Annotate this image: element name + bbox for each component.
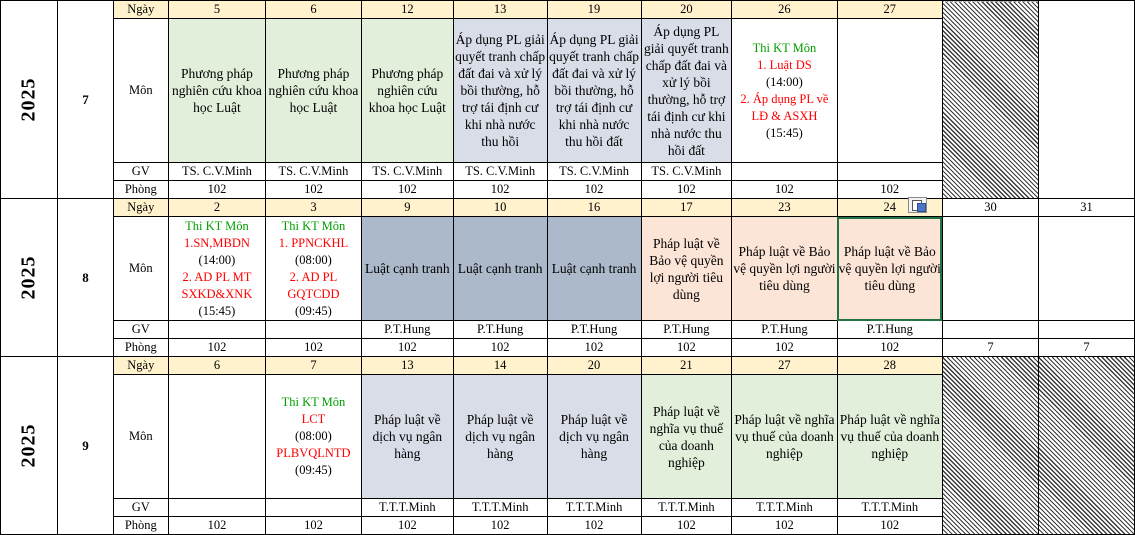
teacher-cell[interactable]: T.T.T.Minh <box>361 499 453 517</box>
month-cell[interactable]: 8 <box>58 199 113 357</box>
day-cell[interactable]: 10 <box>453 199 547 217</box>
teacher-cell[interactable] <box>942 321 1038 339</box>
exam-time: (08:00) <box>295 252 332 267</box>
hatched-cell[interactable] <box>942 357 1038 535</box>
exam-subject: LCT <box>301 412 326 426</box>
room-cell[interactable]: 102 <box>641 517 732 535</box>
exam-cell[interactable] <box>265 217 361 321</box>
room-cell[interactable]: 102 <box>453 517 547 535</box>
day-cell[interactable]: 6 <box>168 357 265 375</box>
room-cell[interactable]: 102 <box>361 517 453 535</box>
label-day[interactable]: Ngày <box>113 199 168 217</box>
day-cell[interactable]: 2 <box>168 199 265 217</box>
room-cell[interactable]: 102 <box>641 339 732 357</box>
room-cell[interactable]: 102 <box>732 181 837 199</box>
label-room[interactable]: Phòng <box>113 181 168 199</box>
room-cell[interactable]: 102 <box>547 181 641 199</box>
subject-cell[interactable]: Pháp luật về dịch vụ ngân hàng <box>361 375 453 499</box>
teacher-cell[interactable] <box>168 499 265 517</box>
teacher-cell[interactable]: T.T.T.Minh <box>453 499 547 517</box>
teacher-cell[interactable]: T.T.T.Minh <box>837 499 942 517</box>
label-subject[interactable]: Môn <box>113 217 168 321</box>
exam-subject: 1. Luật DS <box>757 57 812 72</box>
room-cell[interactable]: 102 <box>732 339 837 357</box>
day-cell[interactable]: 27 <box>837 1 942 19</box>
subject-cell[interactable]: Phương pháp nghiên cứu khoa học Luật <box>265 19 361 163</box>
room-cell[interactable]: 102 <box>547 339 641 357</box>
month-cell[interactable]: 7 <box>58 1 113 199</box>
label-subject[interactable]: Môn <box>113 19 168 163</box>
exam-time: (14:00) <box>766 74 803 89</box>
day-cell[interactable]: 26 <box>732 1 837 19</box>
row-day-month-8 <box>1 199 1135 217</box>
subject-cell[interactable]: Pháp luật về nghĩa vụ thuế của doanh nghiệp <box>732 375 837 499</box>
hatched-cell[interactable] <box>942 1 1038 199</box>
exam-title: Thi KT Môn <box>281 218 346 233</box>
teacher-cell[interactable]: P.T.Hung <box>453 321 547 339</box>
teacher-cell[interactable] <box>732 163 837 181</box>
exam-cell[interactable] <box>168 217 265 321</box>
room-cell[interactable]: 102 <box>361 339 453 357</box>
teacher-cell[interactable]: T.T.T.Minh <box>732 499 837 517</box>
room-cell[interactable]: 102 <box>732 517 837 535</box>
room-cell[interactable]: 102 <box>168 517 265 535</box>
teacher-cell[interactable]: T.T.T.Minh <box>641 499 732 517</box>
exam-time: (15:45) <box>766 125 803 140</box>
exam-subject: 1.SN,MBDN <box>183 235 250 250</box>
exam-time: (09:45) <box>295 463 332 477</box>
room-cell[interactable]: 102 <box>453 339 547 357</box>
room-cell[interactable]: 102 <box>168 181 265 199</box>
row-day-month-7 <box>1 1 1135 19</box>
row-day-month-9 <box>1 357 1135 375</box>
subject-cell-selected[interactable]: Pháp luật về Bảo vệ quyền lợi người tiêu dùng <box>837 217 942 321</box>
label-day[interactable]: Ngày <box>113 1 168 19</box>
day-cell[interactable]: 28 <box>837 357 942 375</box>
day-cell[interactable]: 17 <box>641 199 732 217</box>
room-cell[interactable]: 102 <box>837 517 942 535</box>
exam-subject: 1. PPNCKHL <box>278 235 349 250</box>
label-room[interactable]: Phòng <box>113 339 168 357</box>
subject-cell[interactable]: Luật cạnh tranh <box>453 217 547 321</box>
subject-cell[interactable]: Luật cạnh tranh <box>361 217 453 321</box>
empty-cell[interactable] <box>837 19 942 163</box>
day-cell[interactable]: 27 <box>732 357 837 375</box>
teacher-cell[interactable] <box>168 321 265 339</box>
year-cell[interactable]: 2025 <box>1 357 58 535</box>
day-cell[interactable]: 20 <box>547 357 641 375</box>
label-teacher[interactable]: GV <box>113 499 168 517</box>
room-cell[interactable]: 102 <box>641 181 732 199</box>
exam-cell[interactable] <box>265 375 361 499</box>
exam-time: (14:00) <box>198 252 236 267</box>
room-cell[interactable]: 102 <box>453 181 547 199</box>
room-cell[interactable]: 102 <box>265 181 361 199</box>
subject-cell[interactable]: Áp dụng PL giải quyết tranh chấp đất đai và xử lý bồi thường, hỗ trợ tái định cư khi nhà nước thu hồi đất <box>641 19 732 163</box>
exam-title: Thi KT Môn <box>281 395 346 409</box>
day-cell[interactable]: 30 <box>942 199 1038 217</box>
label-day[interactable]: Ngày <box>113 357 168 375</box>
room-cell[interactable]: 102 <box>168 339 265 357</box>
subject-cell[interactable]: Luật cạnh tranh <box>547 217 641 321</box>
subject-cell[interactable]: Pháp luật về Bảo vệ quyền lợi người tiêu dùng <box>641 217 732 321</box>
subject-cell[interactable]: Pháp luật về nghĩa vụ thuế của doanh nghiệp <box>837 375 942 499</box>
subject-cell[interactable]: Pháp luật về nghĩa vụ thuế của doanh nghiệp <box>641 375 732 499</box>
row-room-month-8 <box>1 339 1135 357</box>
month-cell[interactable]: 9 <box>58 357 113 535</box>
day-cell[interactable]: 13 <box>453 1 547 19</box>
day-cell[interactable]: 14 <box>453 357 547 375</box>
room-cell[interactable]: 7 <box>1038 339 1134 357</box>
teacher-cell[interactable]: T.T.T.Minh <box>547 499 641 517</box>
exam-title: Thi KT Môn <box>185 218 249 233</box>
year-cell[interactable]: 2025 <box>1 1 58 199</box>
exam-cell[interactable] <box>732 19 837 163</box>
day-cell[interactable]: 24 <box>837 199 942 217</box>
empty-cell[interactable] <box>168 375 265 499</box>
teacher-cell[interactable]: TS. C.V.Minh <box>168 163 265 181</box>
room-cell[interactable]: 102 <box>265 339 361 357</box>
year-cell[interactable]: 2025 <box>1 199 58 357</box>
paste-options-icon[interactable] <box>908 197 927 213</box>
day-cell[interactable]: 5 <box>168 1 265 19</box>
exam-subject: 2. AD PL GQTCDD <box>287 269 340 301</box>
empty-cell[interactable] <box>942 217 1038 321</box>
day-cell[interactable]: 16 <box>547 199 641 217</box>
day-cell[interactable]: 31 <box>1038 199 1134 217</box>
teacher-cell[interactable]: P.T.Hung <box>361 321 453 339</box>
exam-subject: 2. Áp dụng PL về LĐ & ASXH <box>740 91 829 123</box>
teacher-cell[interactable]: P.T.Hung <box>837 321 942 339</box>
subject-cell[interactable]: Phương pháp nghiên cứu khoa học Luật <box>361 19 453 163</box>
day-cell[interactable]: 21 <box>641 357 732 375</box>
room-cell[interactable]: 102 <box>547 517 641 535</box>
room-cell[interactable]: 102 <box>837 181 942 199</box>
subject-cell[interactable]: Pháp luật về dịch vụ ngân hàng <box>547 375 641 499</box>
subject-cell[interactable]: Áp dụng PL giải quyết tranh chấp đất đai và xử lý bồi thường, hỗ trợ tái định cư khi nhà nước thu hồi <box>453 19 547 163</box>
teacher-cell[interactable]: TS. C.V.Minh <box>265 163 361 181</box>
row-subject-month-8 <box>1 217 1135 321</box>
teacher-cell[interactable]: TS. C.V.Minh <box>453 163 547 181</box>
exam-time: (09:45) <box>295 303 332 318</box>
teacher-cell[interactable] <box>265 321 361 339</box>
subject-cell[interactable]: Phương pháp nghiên cứu khoa học Luật <box>168 19 265 163</box>
label-room[interactable]: Phòng <box>113 517 168 535</box>
day-cell[interactable]: 19 <box>547 1 641 19</box>
day-cell[interactable]: 23 <box>732 199 837 217</box>
exam-time: (15:45) <box>198 303 236 318</box>
room-cell[interactable]: 102 <box>361 181 453 199</box>
teacher-cell[interactable]: TS. C.V.Minh <box>641 163 732 181</box>
label-teacher[interactable]: GV <box>113 163 168 181</box>
teacher-cell[interactable]: P.T.Hung <box>641 321 732 339</box>
room-cell[interactable]: 102 <box>265 517 361 535</box>
exam-title: Thi KT Môn <box>752 40 817 55</box>
empty-cell[interactable] <box>1038 1 1134 199</box>
teacher-cell[interactable] <box>837 163 942 181</box>
subject-cell[interactable]: Pháp luật về Bảo vệ quyền lợi người tiêu dùng <box>732 217 837 321</box>
teacher-cell[interactable]: TS. C.V.Minh <box>547 163 641 181</box>
empty-cell[interactable] <box>1038 217 1134 321</box>
day-cell[interactable]: 20 <box>641 1 732 19</box>
day-cell[interactable]: 6 <box>265 1 361 19</box>
hatched-cell[interactable] <box>1038 357 1134 535</box>
teacher-cell[interactable] <box>1038 321 1134 339</box>
room-cell[interactable]: 102 <box>837 339 942 357</box>
day-cell[interactable]: 9 <box>361 199 453 217</box>
subject-cell[interactable]: Áp dụng PL giải quyết tranh chấp đất đai và xử lý bồi thường, hỗ trợ tái định cư khi nhà nước thu hồi đất <box>547 19 641 163</box>
exam-subject: PLBVQLNTD <box>276 446 351 460</box>
room-cell[interactable]: 7 <box>942 339 1038 357</box>
exam-subject: 2. AD PL MT SXKD&XNK <box>181 269 253 301</box>
teacher-cell[interactable]: P.T.Hung <box>547 321 641 339</box>
row-teacher-month-8 <box>1 321 1135 339</box>
subject-cell[interactable]: Pháp luật về dịch vụ ngân hàng <box>453 375 547 499</box>
day-cell[interactable]: 13 <box>361 357 453 375</box>
day-cell[interactable]: 3 <box>265 199 361 217</box>
label-teacher[interactable]: GV <box>113 321 168 339</box>
teacher-cell[interactable] <box>265 499 361 517</box>
teacher-cell[interactable]: P.T.Hung <box>732 321 837 339</box>
label-subject[interactable]: Môn <box>113 375 168 499</box>
teacher-cell[interactable]: TS. C.V.Minh <box>361 163 453 181</box>
exam-time: (08:00) <box>295 429 332 443</box>
day-cell[interactable]: 12 <box>361 1 453 19</box>
day-cell[interactable]: 7 <box>265 357 361 375</box>
